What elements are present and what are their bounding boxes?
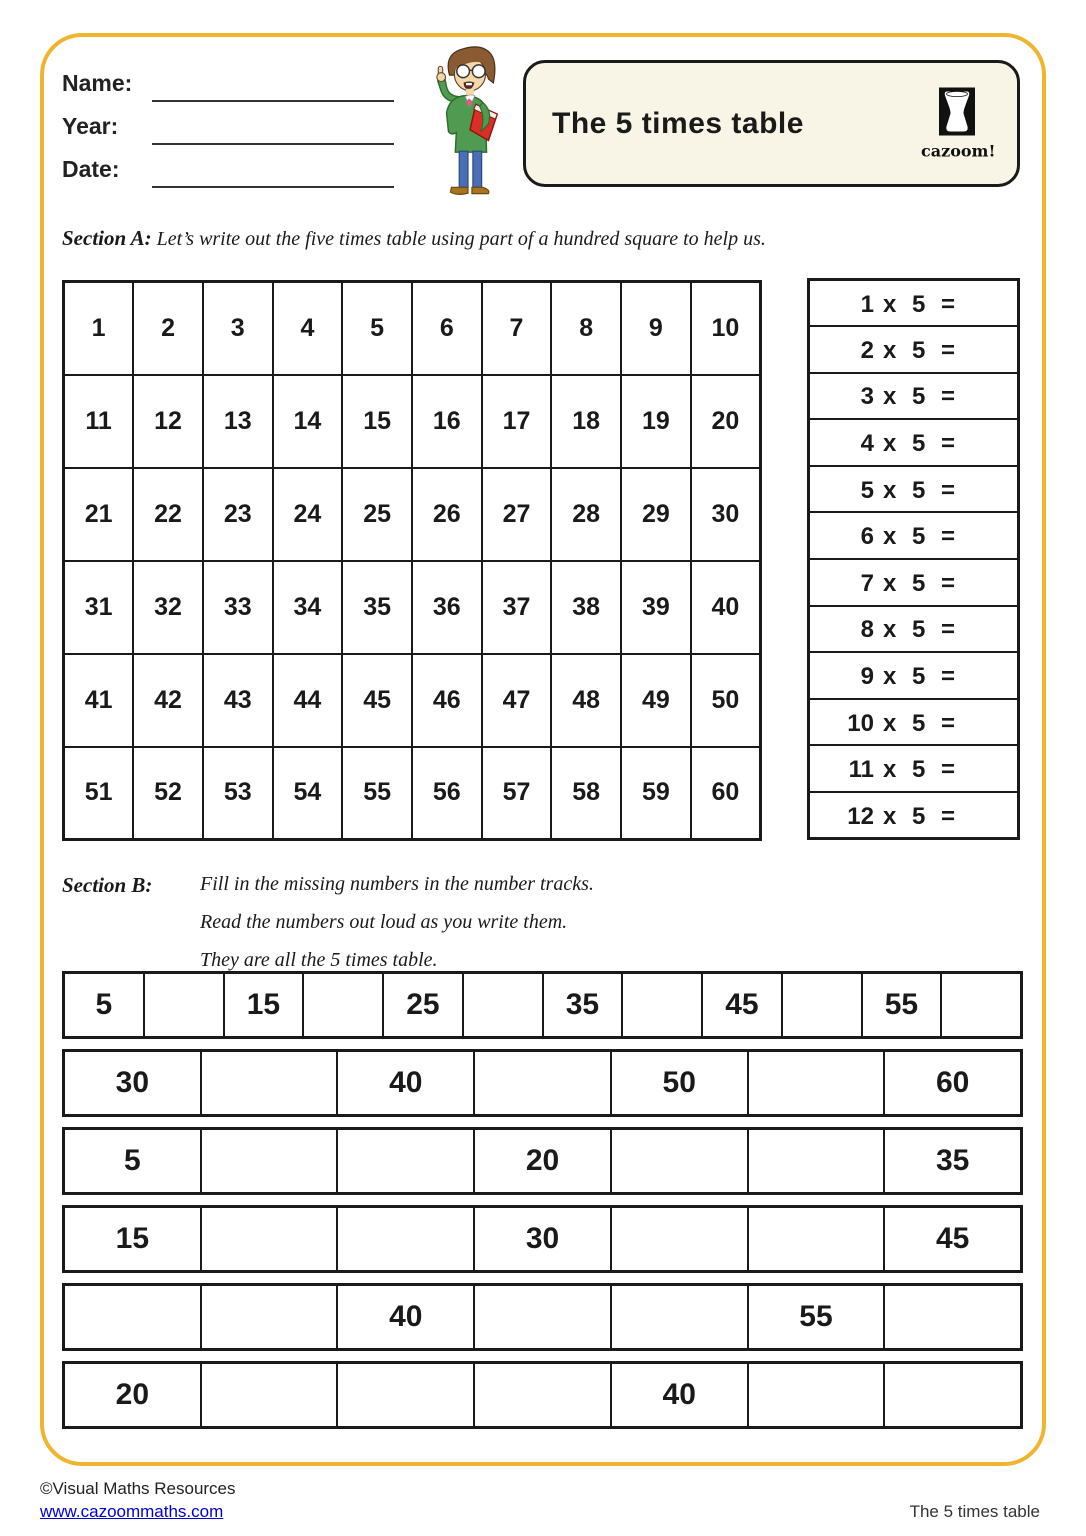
hundred-square — [62, 280, 762, 841]
hundred-square-cell: 55 — [342, 747, 412, 840]
problem-expression: x 5 = — [883, 756, 956, 784]
multiplication-problem — [809, 652, 1019, 699]
hundred-square-cell: 33 — [203, 561, 273, 654]
problem-multiplier: 11 — [848, 756, 874, 784]
problem-multiplier: 6 — [860, 523, 874, 551]
multiplication-problem-row — [809, 606, 1019, 653]
cazoom-logo-text: cazoom! — [921, 141, 996, 160]
answer-space[interactable] — [955, 380, 991, 404]
multiplication-problem-row — [809, 512, 1019, 559]
multiplication-problem — [809, 792, 1019, 839]
cazoom-drum-logo-icon — [939, 87, 975, 135]
track-cell-blank[interactable] — [200, 1130, 337, 1192]
hundred-square-cell: 11 — [64, 375, 134, 468]
track-cell-blank[interactable] — [336, 1130, 473, 1192]
hundred-square-cell: 50 — [691, 654, 761, 747]
track-cell-blank[interactable] — [65, 1286, 200, 1348]
hundred-square-cell: 38 — [551, 561, 621, 654]
hundred-square-cell: 7 — [482, 282, 552, 375]
website-link[interactable]: www.cazoommaths.com — [40, 1502, 224, 1521]
multiplication-problem-row — [809, 326, 1019, 373]
track-cell-blank[interactable] — [610, 1286, 747, 1348]
date-label: Date: — [62, 156, 120, 182]
track-cell-filled: 60 — [883, 1052, 1020, 1114]
track-cell-blank[interactable] — [940, 974, 1020, 1036]
multiplication-problem-row — [809, 699, 1019, 746]
hundred-square-cell: 26 — [412, 468, 482, 561]
hundred-square-cell: 49 — [621, 654, 691, 747]
answer-space[interactable] — [955, 753, 991, 777]
section-a-heading — [62, 226, 766, 251]
multiplication-problem-row — [809, 373, 1019, 420]
hundred-square-cell: 34 — [273, 561, 343, 654]
hundred-square-cell: 53 — [203, 747, 273, 840]
multiplication-problem — [809, 326, 1019, 373]
hundred-square-cell: 37 — [482, 561, 552, 654]
number-track-3 — [62, 1127, 1023, 1195]
hundred-square-cell: 23 — [203, 468, 273, 561]
answer-space[interactable] — [955, 427, 991, 451]
track-cell-filled: 45 — [701, 974, 781, 1036]
hundred-square-cell: 20 — [691, 375, 761, 468]
hundred-square-cell: 57 — [482, 747, 552, 840]
track-cell-filled: 30 — [473, 1208, 610, 1270]
section-b-instruction-2: Read the numbers out loud as you write them. — [200, 911, 568, 933]
track-cell-blank[interactable] — [462, 974, 542, 1036]
section-a-instruction: Let’s write out the five times table using part of a hundred square to help us. — [156, 228, 766, 250]
hundred-square-cell: 14 — [273, 375, 343, 468]
problem-multiplier: 2 — [860, 336, 874, 364]
section-b-instruction-3: They are all the 5 times table. — [200, 949, 438, 971]
problem-expression: x 5 = — [883, 709, 956, 737]
track-cell-filled: 55 — [747, 1286, 884, 1348]
hundred-square-cell: 32 — [133, 561, 203, 654]
answer-space[interactable] — [955, 800, 991, 824]
problem-expression: x 5 = — [883, 569, 956, 597]
track-cell-filled: 35 — [883, 1130, 1020, 1192]
answer-space[interactable] — [955, 474, 991, 498]
hundred-square-cell: 30 — [691, 468, 761, 561]
cazoom-logo — [921, 87, 996, 160]
hundred-square-cell: 29 — [621, 468, 691, 561]
name-input-line[interactable] — [152, 100, 394, 102]
multiplication-problem — [809, 606, 1019, 653]
answer-space[interactable] — [955, 520, 991, 544]
track-cell-blank[interactable] — [473, 1364, 610, 1426]
worksheet-title-box — [523, 60, 1020, 187]
hundred-square-cell: 44 — [273, 654, 343, 747]
multiplication-problem-row — [809, 652, 1019, 699]
hundred-square-cell: 24 — [273, 468, 343, 561]
problem-expression: x 5 = — [883, 523, 956, 551]
hundred-square-cell: 48 — [551, 654, 621, 747]
track-cell-filled: 55 — [861, 974, 941, 1036]
hundred-square-cell: 22 — [133, 468, 203, 561]
track-cell-blank[interactable] — [781, 974, 861, 1036]
hundred-square-cell: 21 — [64, 468, 134, 561]
multiplication-problem-row — [809, 792, 1019, 839]
problem-multiplier: 9 — [860, 663, 874, 691]
hundred-square-cell: 36 — [412, 561, 482, 654]
hundred-square-cell: 15 — [342, 375, 412, 468]
number-track-2 — [62, 1049, 1023, 1117]
hundred-square-cell: 59 — [621, 747, 691, 840]
hundred-square-cell: 9 — [621, 282, 691, 375]
answer-space[interactable] — [955, 567, 991, 591]
hundred-square-cell: 51 — [64, 747, 134, 840]
track-cell-blank[interactable] — [473, 1286, 610, 1348]
track-cell-filled: 5 — [95, 988, 113, 1021]
hundred-square-cell: 60 — [691, 747, 761, 840]
multiplication-problem — [809, 559, 1019, 606]
track-cell-blank[interactable] — [747, 1052, 884, 1114]
problem-multiplier: 1 — [860, 290, 874, 318]
hundred-square-row — [64, 561, 761, 654]
problem-multiplier: 3 — [860, 383, 874, 411]
hundred-square-cell: 58 — [551, 747, 621, 840]
track-cell-blank[interactable] — [200, 1208, 337, 1270]
name-label: Name: — [62, 70, 133, 96]
hundred-square-row — [64, 375, 761, 468]
hundred-square-cell: 40 — [691, 561, 761, 654]
problem-expression: x 5 = — [883, 383, 956, 411]
track-cell-blank[interactable] — [200, 1052, 337, 1114]
multiplication-problem — [809, 280, 1019, 327]
hundred-square-cell: 43 — [203, 654, 273, 747]
hundred-square-cell: 47 — [482, 654, 552, 747]
multiplication-problem — [809, 699, 1019, 746]
section-b-heading — [62, 873, 152, 898]
track-cell-blank[interactable] — [883, 1286, 1020, 1348]
track-cell-filled: 20 — [473, 1130, 610, 1192]
hundred-square-cell: 52 — [133, 747, 203, 840]
problem-expression: x 5 = — [883, 663, 956, 691]
answer-space[interactable] — [955, 288, 991, 312]
track-cell-filled: 40 — [336, 1286, 473, 1348]
track-cell-filled: 35 — [542, 974, 622, 1036]
track-cell-filled: 15 — [115, 1222, 150, 1255]
year-label: Year: — [62, 113, 119, 139]
track-cell-blank[interactable] — [747, 1130, 884, 1192]
hundred-square-cell: 25 — [342, 468, 412, 561]
hundred-square-cell: 10 — [691, 282, 761, 375]
track-cell-blank[interactable] — [143, 974, 223, 1036]
teacher-cartoon-illustration — [424, 42, 512, 203]
year-input-line[interactable] — [152, 143, 394, 145]
track-cell-blank[interactable] — [200, 1364, 337, 1426]
track-cell-blank[interactable] — [473, 1052, 610, 1114]
number-track-6 — [62, 1361, 1023, 1429]
track-cell-blank[interactable] — [621, 974, 701, 1036]
hundred-square-cell: 16 — [412, 375, 482, 468]
hundred-square-cell: 41 — [64, 654, 134, 747]
hundred-square-cell: 1 — [64, 282, 134, 375]
track-cell-blank[interactable] — [302, 974, 382, 1036]
track-cell-blank[interactable] — [747, 1364, 884, 1426]
track-cell-filled: 45 — [883, 1208, 1020, 1270]
track-cell-blank[interactable] — [747, 1208, 884, 1270]
track-cell-filled: 15 — [223, 974, 303, 1036]
problem-expression: x 5 = — [883, 430, 956, 458]
hundred-square-cell: 46 — [412, 654, 482, 747]
track-cell-blank[interactable] — [336, 1208, 473, 1270]
problem-expression: x 5 = — [883, 802, 956, 830]
track-cell-blank[interactable] — [200, 1286, 337, 1348]
hundred-square-cell: 54 — [273, 747, 343, 840]
problem-multiplier: 5 — [860, 476, 874, 504]
problem-expression: x 5 = — [883, 290, 956, 318]
problem-multiplier: 4 — [860, 430, 874, 458]
page-title: The 5 times table — [552, 106, 804, 140]
problem-multiplier: 12 — [847, 802, 874, 830]
number-track-4 — [62, 1205, 1023, 1273]
hundred-square-row — [64, 747, 761, 840]
hundred-square-cell: 56 — [412, 747, 482, 840]
hundred-square-cell: 39 — [621, 561, 691, 654]
hundred-square-cell: 19 — [621, 375, 691, 468]
answer-space[interactable] — [955, 707, 991, 731]
hundred-square-row — [64, 282, 761, 375]
track-cell-blank[interactable] — [610, 1130, 747, 1192]
section-b-label: Section B: — [62, 873, 153, 897]
track-cell-filled: 50 — [610, 1052, 747, 1114]
multiplication-problem-row — [809, 466, 1019, 513]
hundred-square-cell: 27 — [482, 468, 552, 561]
multiplication-problem — [809, 373, 1019, 420]
problems-table — [807, 278, 1020, 840]
problem-multiplier: 7 — [860, 569, 874, 597]
track-cell-filled: 40 — [610, 1364, 747, 1426]
track-cell-blank[interactable] — [610, 1208, 747, 1270]
multiplication-problem — [809, 466, 1019, 513]
track-cell-filled: 25 — [382, 974, 462, 1036]
copyright-text: ©Visual Maths Resources — [40, 1479, 236, 1498]
hundred-square-cell: 18 — [551, 375, 621, 468]
hundred-square-row — [64, 654, 761, 747]
track-cell-filled: 20 — [115, 1378, 150, 1411]
hundred-square-cell: 12 — [133, 375, 203, 468]
answer-space[interactable] — [955, 613, 991, 637]
hundred-square-cell: 13 — [203, 375, 273, 468]
hundred-square-cell: 31 — [64, 561, 134, 654]
hundred-square-cell: 6 — [412, 282, 482, 375]
answer-space[interactable] — [955, 334, 991, 358]
problem-expression: x 5 = — [883, 336, 956, 364]
hundred-square-row — [64, 468, 761, 561]
hundred-square-cell: 35 — [342, 561, 412, 654]
hundred-square-cell: 2 — [133, 282, 203, 375]
multiplication-problem-row — [809, 745, 1019, 792]
section-b-instruction-1: Fill in the missing numbers in the number tracks. — [200, 873, 594, 895]
problem-expression: x 5 = — [883, 616, 956, 644]
hundred-square-cell: 4 — [273, 282, 343, 375]
hundred-square-cell: 8 — [551, 282, 621, 375]
problem-multiplier: 8 — [860, 616, 874, 644]
hundred-square-cell: 17 — [482, 375, 552, 468]
multiplication-problem — [809, 745, 1019, 792]
footer-page-label: The 5 times table — [909, 1502, 1040, 1521]
multiplication-problem-row — [809, 280, 1019, 327]
multiplication-problem — [809, 512, 1019, 559]
answer-space[interactable] — [955, 660, 991, 684]
hundred-square-cell: 5 — [342, 282, 412, 375]
multiplication-problem-row — [809, 559, 1019, 606]
multiplication-problem-row — [809, 419, 1019, 466]
track-cell-blank[interactable] — [336, 1364, 473, 1426]
date-input-line[interactable] — [152, 186, 394, 188]
hundred-square-cell: 42 — [133, 654, 203, 747]
hundred-square-cell: 45 — [342, 654, 412, 747]
problem-multiplier: 10 — [847, 709, 874, 737]
track-cell-filled: 40 — [336, 1052, 473, 1114]
hundred-square-cell: 28 — [551, 468, 621, 561]
track-cell-filled: 5 — [124, 1144, 141, 1177]
number-track-5 — [62, 1283, 1023, 1351]
track-cell-blank[interactable] — [883, 1364, 1020, 1426]
number-tracks — [62, 971, 1023, 1439]
hundred-square-cell: 3 — [203, 282, 273, 375]
problem-expression: x 5 = — [883, 476, 956, 504]
section-a-label: Section A: — [62, 226, 152, 250]
track-cell-filled: 30 — [115, 1066, 150, 1099]
multiplication-problem — [809, 419, 1019, 466]
number-track-1 — [62, 971, 1023, 1039]
